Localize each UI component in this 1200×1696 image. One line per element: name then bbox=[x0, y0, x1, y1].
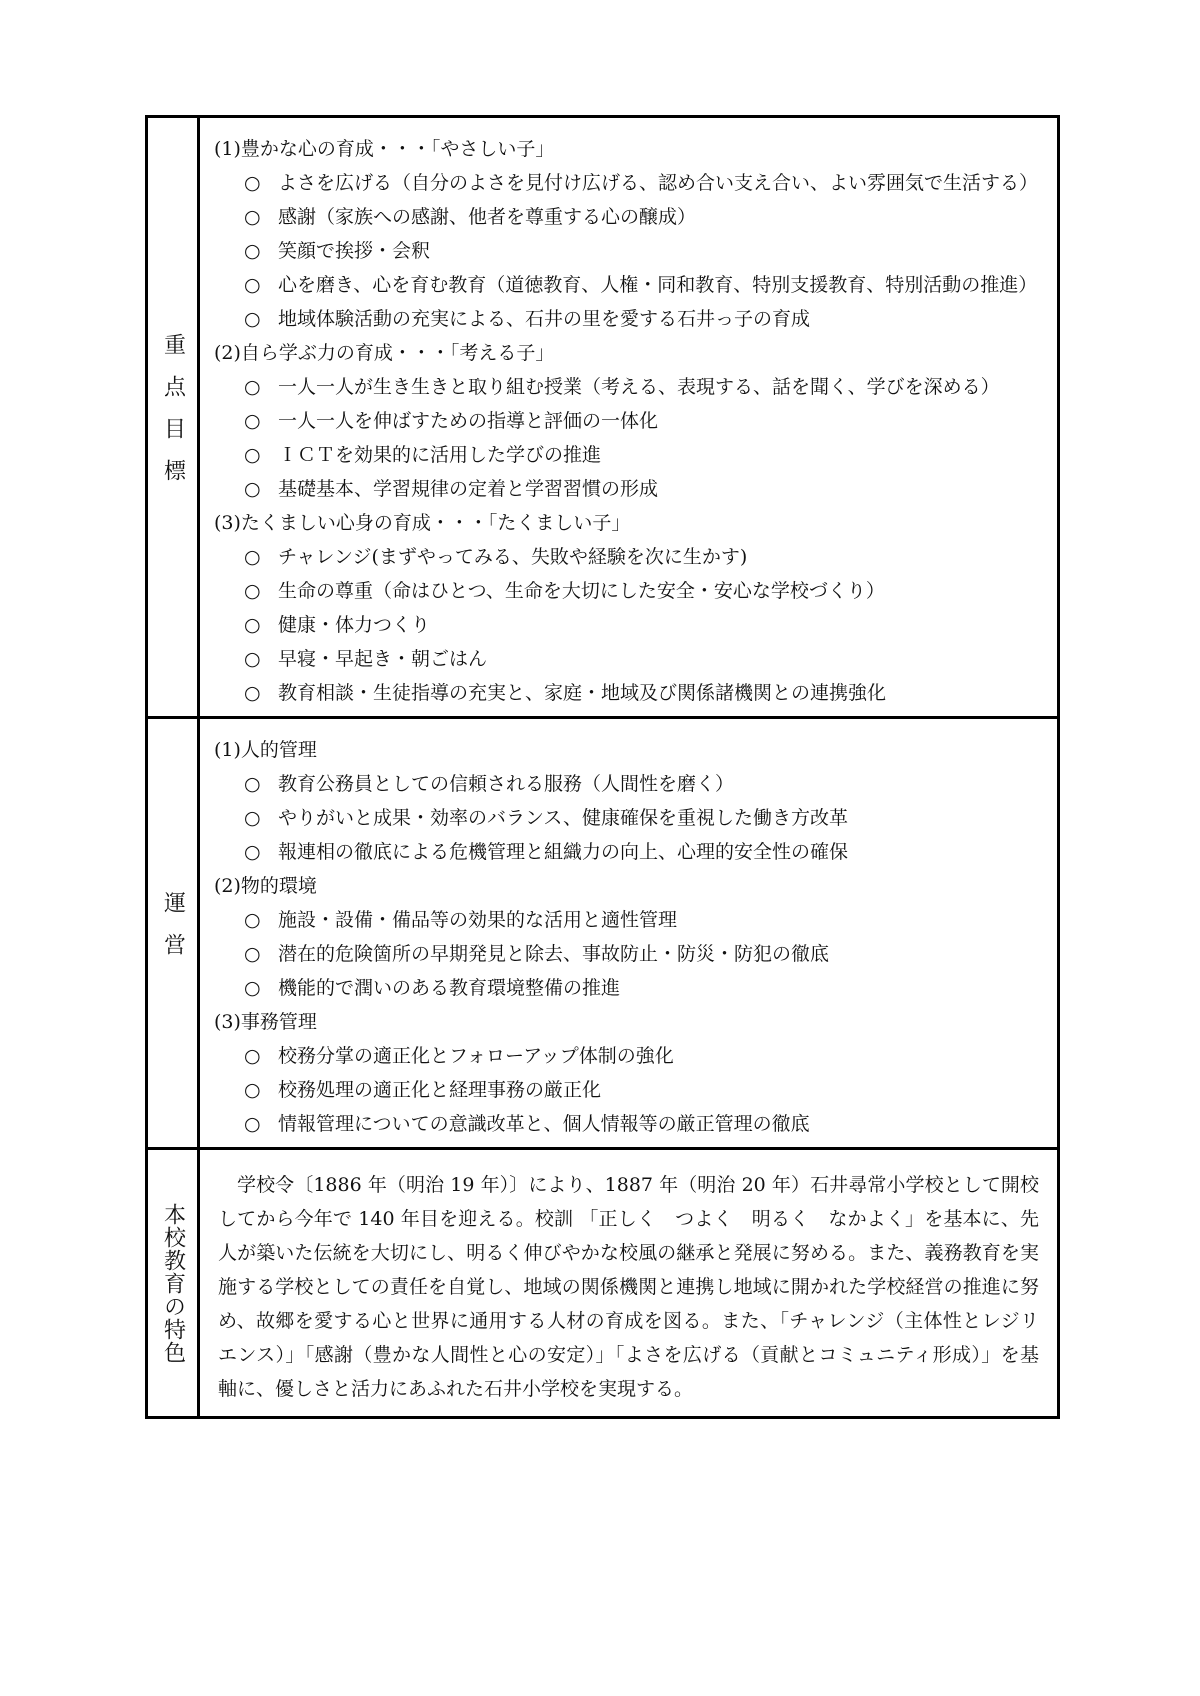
row-label-cell bbox=[148, 1150, 200, 1416]
list-item: ○ よさを広げる（自分のよさを見付け広げる、認め合い支え合い、よい雰囲気で生活する） bbox=[214, 166, 1043, 200]
circle-bullet-icon: ○ bbox=[244, 648, 261, 670]
list-item: ○ 校務処理の適正化と経理事務の厳正化 bbox=[214, 1073, 1043, 1107]
list-item: ○ 情報管理についての意識改革と、個人情報等の厳正管理の徹底 bbox=[214, 1107, 1043, 1141]
list-item: ○ 校務分掌の適正化とフォローアップ体制の強化 bbox=[214, 1039, 1043, 1073]
row-content-key-goals bbox=[200, 118, 1057, 716]
row-content-school-features bbox=[200, 1150, 1057, 1416]
list-item: ○ 基礎基本、学習規律の定着と学習習慣の形成 bbox=[214, 472, 1043, 506]
circle-bullet-icon: ○ bbox=[244, 580, 261, 602]
circle-bullet-icon: ○ bbox=[244, 1079, 261, 1101]
section-heading: (2)物的環境 bbox=[214, 875, 317, 897]
circle-bullet-icon: ○ bbox=[244, 682, 261, 704]
section-heading: (3)事務管理 bbox=[214, 1011, 317, 1033]
document-table bbox=[145, 115, 1060, 1419]
list-item: ○ 報連相の徹底による危機管理と組織力の向上、心理的安全性の確保 bbox=[214, 835, 1043, 869]
list-item: ○ 笑顔で挨拶・会釈 bbox=[214, 234, 1043, 268]
list-item: ○ 潜在的危険箇所の早期発見と除去、事故防止・防災・防犯の徹底 bbox=[214, 937, 1043, 971]
list-item: ○ 一人一人を伸ばすための指導と評価の一体化 bbox=[214, 404, 1043, 438]
circle-bullet-icon: ○ bbox=[244, 1113, 261, 1135]
circle-bullet-icon: ○ bbox=[244, 943, 261, 965]
list-item: ○ 一人一人が生き生きと取り組む授業（考える、表現する、話を聞く、学びを深める） bbox=[214, 370, 1043, 404]
list-item: ○ 生命の尊重（命はひとつ、生命を大切にした安全・安心な学校づくり） bbox=[214, 574, 1043, 608]
section-heading: (1)人的管理 bbox=[214, 739, 317, 761]
circle-bullet-icon: ○ bbox=[244, 240, 261, 262]
list-item: ○ やりがいと成果・効率のバランス、健康確保を重視した働き方改革 bbox=[214, 801, 1043, 835]
circle-bullet-icon: ○ bbox=[244, 274, 261, 296]
row-content-management bbox=[200, 719, 1057, 1147]
list-item: ○ 機能的で潤いのある教育環境整備の推進 bbox=[214, 971, 1043, 1005]
list-item: ○ チャレンジ(まずやってみる、失敗や経験を次に生かす) bbox=[214, 540, 1043, 574]
circle-bullet-icon: ○ bbox=[244, 206, 261, 228]
circle-bullet-icon: ○ bbox=[244, 308, 261, 330]
row-management bbox=[148, 716, 1057, 1147]
list-item: ○ 地域体験活動の充実による、石井の里を愛する石井っ子の育成 bbox=[214, 302, 1043, 336]
list-item: ○ ＩＣＴを効果的に活用した学びの推進 bbox=[214, 438, 1043, 472]
section-heading: (3)たくましい心身の育成・・・「たくましい子」 bbox=[214, 512, 631, 534]
circle-bullet-icon: ○ bbox=[244, 773, 261, 795]
row-label-cell bbox=[148, 118, 200, 716]
row-label-cell bbox=[148, 719, 200, 1147]
section-heading: (2)自ら学ぶ力の育成・・・「考える子」 bbox=[214, 342, 555, 364]
list-item: ○ 心を磨き、心を育む教育（道徳教育、人権・同和教育、特別支援教育、特別活動の推進） bbox=[214, 268, 1043, 302]
list-item: ○ 健康・体力つくり bbox=[214, 608, 1043, 642]
list-item: ○ 施設・設備・備品等の効果的な活用と適性管理 bbox=[214, 903, 1043, 937]
list-item: ○ 感謝（家族への感謝、他者を尊重する心の醸成） bbox=[214, 200, 1043, 234]
row-label-school-features: 本校教育の特色 bbox=[160, 1202, 186, 1364]
circle-bullet-icon: ○ bbox=[244, 909, 261, 931]
circle-bullet-icon: ○ bbox=[244, 444, 261, 466]
features-paragraph: 学校令〔1886 年（明治 19 年）〕により、1887 年（明治 20 年）石井尋常小学校として開校してから今年で 140 年目を迎える。校訓 「正しく つよく 明るく なかよく」を基本に、先人が築いた伝統を大切にし、明るく伸びやかな校風の継承と発展に努める。また、義務教育を実施する学校としての責任を自覚し、地域の関係機関と連携し地域に開かれた学校経営の推進に努め、故郷を愛する心と世界に通用する人材の育成を図る。また、「チャレンジ（主体性とレジリエンス）」「感謝（豊かな人間性と心の安定）」「よさを広げる（貢献とコミュニティ形成）」を基軸に、優しさと活力にあふれた石井小学校を実現する。 bbox=[218, 1174, 1039, 1400]
circle-bullet-icon: ○ bbox=[244, 410, 261, 432]
circle-bullet-icon: ○ bbox=[244, 1045, 261, 1067]
row-label-management: 運営 bbox=[160, 891, 186, 975]
circle-bullet-icon: ○ bbox=[244, 977, 261, 999]
circle-bullet-icon: ○ bbox=[244, 172, 261, 194]
section-heading: (1)豊かな心の育成・・・「やさしい子」 bbox=[214, 138, 555, 160]
list-item: ○ 教育公務員としての信頼される服務（人間性を磨く） bbox=[214, 767, 1043, 801]
circle-bullet-icon: ○ bbox=[244, 376, 261, 398]
circle-bullet-icon: ○ bbox=[244, 807, 261, 829]
circle-bullet-icon: ○ bbox=[244, 841, 261, 863]
row-key-goals bbox=[148, 118, 1057, 716]
list-item: ○ 早寝・早起き・朝ごはん bbox=[214, 642, 1043, 676]
row-label-key-goals: 重点目標 bbox=[160, 333, 186, 501]
list-item: ○ 教育相談・生徒指導の充実と、家庭・地域及び関係諸機関との連携強化 bbox=[214, 676, 1043, 710]
circle-bullet-icon: ○ bbox=[244, 614, 261, 636]
circle-bullet-icon: ○ bbox=[244, 478, 261, 500]
row-school-features bbox=[148, 1147, 1057, 1416]
circle-bullet-icon: ○ bbox=[244, 546, 261, 568]
